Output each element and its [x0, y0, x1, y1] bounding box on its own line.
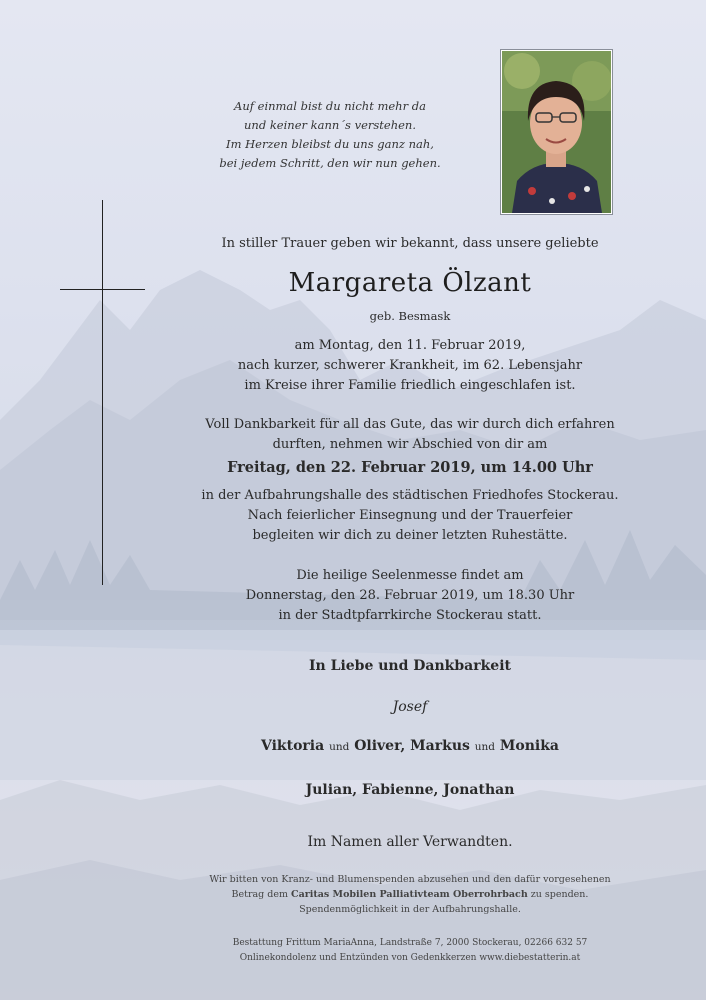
donation-line: Wir bitten von Kranz- und Blumenspenden abzusehen und den dafür vorgesehenen: [209, 874, 611, 885]
donation-line: Spendenmöglichkeit in der Aufbahrungshalle.: [299, 904, 521, 915]
poem-line: und keiner kann´s verstehen.: [244, 118, 416, 132]
child-name: Oliver, Markus: [354, 738, 470, 754]
funeral-date: Freitag, den 22. Februar 2019, um 14.00 Uhr: [227, 459, 593, 476]
condolence-line: Onlinekondolenz und Entzünden von Gedenkkerzen www.diebestatterin.at: [239, 953, 581, 963]
charity-name: Caritas Mobilen Palliativteam Oberrohrbach: [291, 889, 528, 900]
ceremony-line: in der Aufbahrungshalle des städtischen Friedhofes Stockerau.: [201, 488, 619, 503]
portrait-photo: [501, 50, 612, 214]
mass-line: in der Stadtpfarrkirche Stockerau statt.: [278, 608, 542, 623]
poem-line: Auf einmal bist du nicht mehr da: [234, 99, 426, 113]
mass-line: Die heilige Seelenmesse findet am: [296, 568, 524, 583]
funeral-home-line: Bestattung Frittum MariaAnna, Landstraße 7, 2000 Stockerau, 02266 632 57: [232, 938, 588, 948]
poem-line: bei jedem Schritt, den wir nun gehen.: [219, 156, 441, 170]
child-name: Monika: [499, 738, 559, 754]
conjunction: und: [474, 741, 496, 753]
ceremony-line: Nach feierlicher Einsegnung und der Trauerfeier: [247, 508, 573, 523]
deceased-name: Margareta Ölzant: [288, 268, 532, 298]
death-line: im Kreise ihrer Familie friedlich eingeschlafen ist.: [244, 378, 576, 393]
death-line: am Montag, den 11. Februar 2019,: [294, 338, 526, 353]
poem: [180, 97, 480, 173]
intro-text: In stiller Trauer geben wir bekannt, dass unsere geliebte: [221, 236, 599, 251]
cross-icon-bar: [60, 289, 145, 290]
ceremony-text: [140, 486, 680, 546]
farewell-line: Voll Dankbarkeit für all das Gute, das wir durch dich erfahren: [205, 417, 615, 432]
death-line: nach kurzer, schwerer Krankheit, im 62. Lebensjahr: [237, 358, 583, 373]
donation-text: zu spenden.: [530, 889, 589, 900]
donation-text: Betrag dem: [231, 889, 288, 900]
ceremony-line: begleiten wir dich zu deiner letzten Ruhestätte.: [252, 528, 568, 543]
donation-line: [140, 887, 680, 902]
footer: [140, 936, 680, 966]
farewell-line: durften, nehmen wir Abschied von dir am: [272, 437, 548, 452]
maiden-name: geb. Besmask: [369, 309, 451, 323]
poem-line: Im Herzen bleibst du uns ganz nah,: [226, 137, 434, 151]
spouse-name: Josef: [392, 699, 428, 715]
relatives-line: Im Namen aller Verwandten.: [307, 834, 513, 850]
cross-icon: [102, 200, 103, 585]
child-name: Viktoria: [260, 738, 325, 754]
conjunction: und: [329, 741, 350, 753]
children-names: [140, 738, 680, 754]
death-notice: [140, 336, 680, 396]
farewell-text: [140, 415, 680, 455]
family-heading: In Liebe und Dankbarkeit: [309, 658, 511, 674]
mass-line: Donnerstag, den 28. Februar 2019, um 18.30 Uhr: [245, 588, 575, 603]
mass-text: [140, 566, 680, 626]
donation-note: [140, 872, 680, 917]
grandchildren-names: Julian, Fabienne, Jonathan: [305, 782, 515, 798]
